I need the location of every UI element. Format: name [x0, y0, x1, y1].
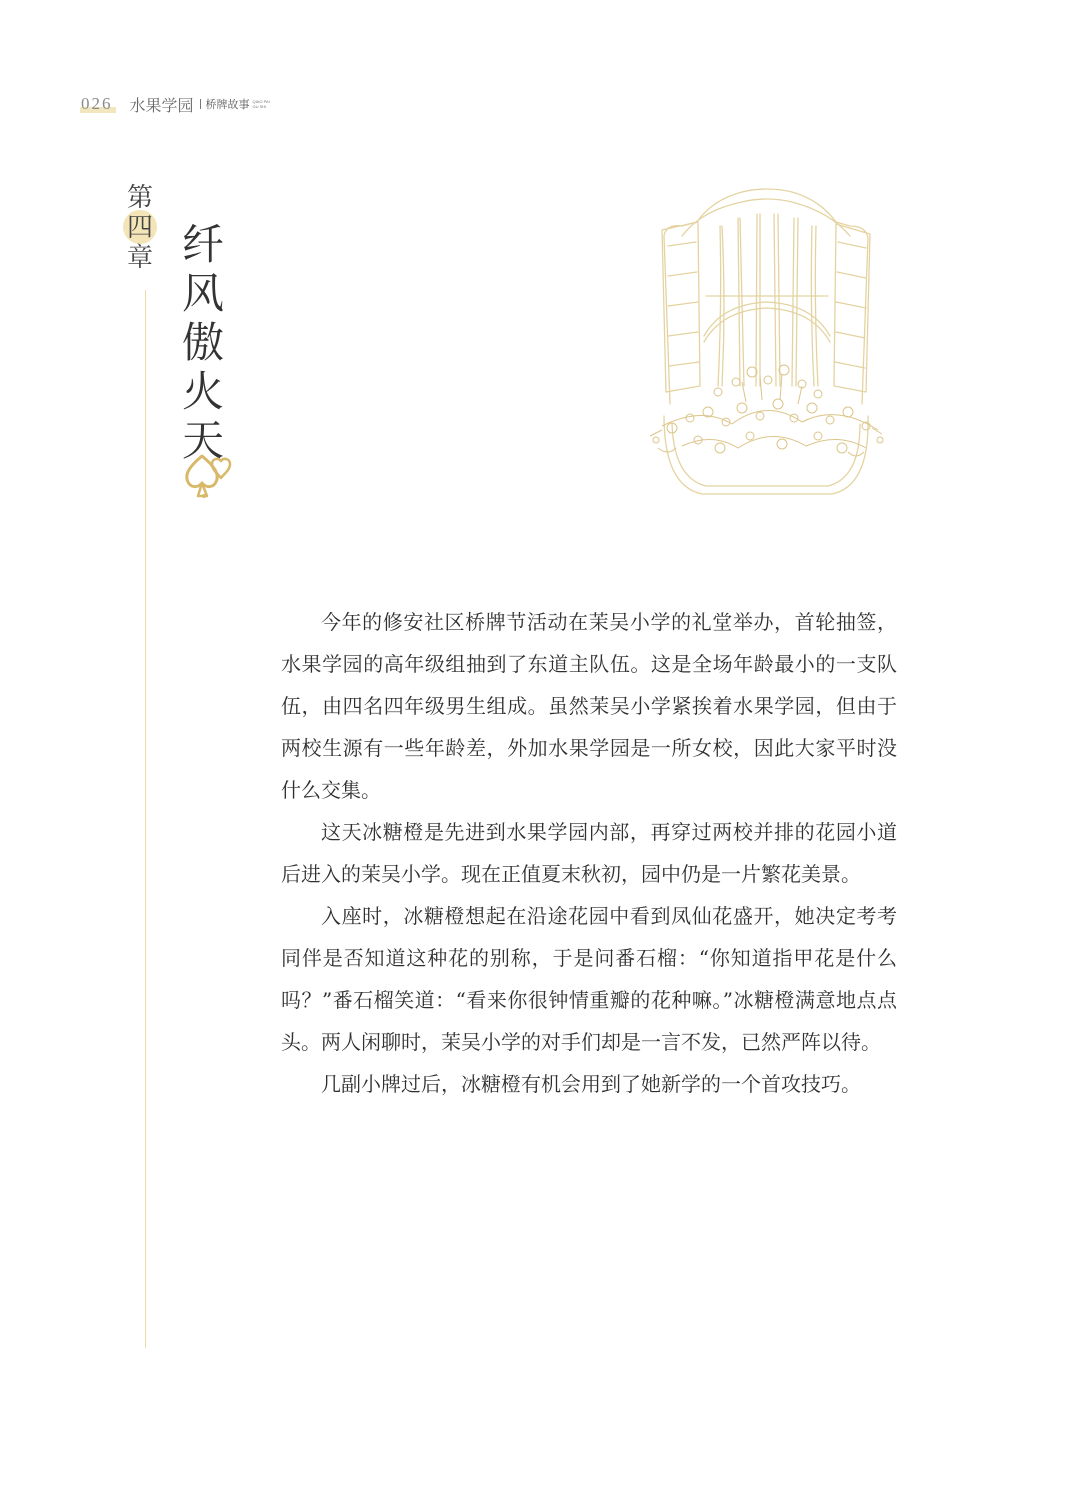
series-title: 桥牌故事 [205, 98, 250, 111]
body-text [281, 601, 897, 1105]
spade-heart-ornament-icon [180, 448, 236, 504]
chapter-title-char: 纤 [181, 220, 224, 269]
chapter-number [120, 183, 172, 273]
running-header [80, 92, 270, 116]
paragraph: 入座时，冰糖橙想起在沿途花园中看到凤仙花盛开，她决定考考同伴是否知道这种花的别称，于是问番石榴：“你知道指甲花是什么吗？”番石榴笑道：“看来你很钟情重瓣的花种嘛。”冰糖橙满意地点点头。两人闲聊时，茉吴小学的对手们却是一言不发，已然严阵以待。 [281, 904, 897, 1054]
paragraph: 这天冰糖橙是先进到水果学园内部，再穿过两校并排的花园小道后进入的茉吴小学。现在正值夏末秋初，园中仍是一片繁花美景。 [281, 820, 897, 886]
chapter-title-char: 火 [181, 367, 224, 416]
chapter-number-char: 第 [126, 183, 153, 213]
series-latin [253, 99, 270, 109]
window-flowers-illustration [642, 186, 892, 506]
chapter-number-char-highlighted: 四 [120, 213, 160, 243]
book-title: 水果学园 [129, 95, 194, 115]
paragraph: 几副小牌过后，冰糖橙有机会用到了她新学的一个首攻技巧。 [321, 1072, 861, 1096]
chapter-title-char: 天 [181, 416, 224, 465]
chapter-divider-line [145, 290, 146, 1348]
series-latin-line-2: GU SHI [252, 104, 267, 109]
header-separator [200, 99, 201, 109]
series-latin-line-1: QIAO PAI [252, 99, 270, 104]
chapter-title-char: 风 [181, 269, 224, 318]
chapter-title-char: 傲 [181, 318, 224, 367]
page-number: 026 [80, 94, 116, 114]
paragraph: 今年的修安社区桥牌节活动在茉吴小学的礼堂举办，首轮抽签，水果学园的高年级组抽到了东道主队伍。这是全场年龄最小的一支队伍，由四名四年级男生组成。虽然茉吴小学紧挨着水果学园，但由于两校生源有一些年龄差，外加水果学园是一所女校，因此大家平时没什么交集。 [281, 610, 897, 802]
chapter-number-char: 章 [126, 243, 153, 273]
chapter-title [178, 220, 228, 465]
